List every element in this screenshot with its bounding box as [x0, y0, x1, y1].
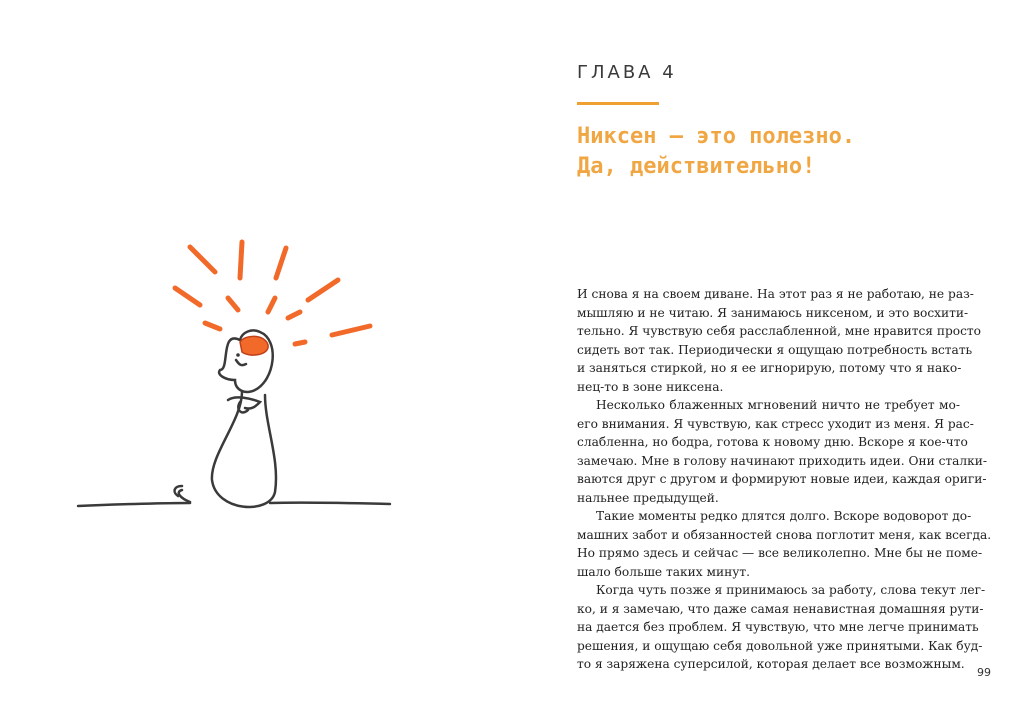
title-line: Да, действительно! [577, 154, 816, 179]
title-line: Никсен – это полезно. [577, 124, 856, 149]
body-line: Но прямо здесь и сейчас — все великолепно. Мне бы не поме- [577, 546, 983, 560]
body-line: нец-то в зоне никсена. [577, 379, 724, 394]
chapter-title [577, 122, 855, 182]
body-line: замечаю. Мне в голову начинают приходить идеи. Они сталки- [577, 453, 988, 468]
body-line: тельно. Я чувствую себя расслабленной, мне нравится просто [577, 324, 982, 338]
body-line: ко, и я замечаю, что даже самая ненавистная домашняя рути- [577, 601, 984, 616]
body-line: сидеть вот так. Периодически я ощущаю потребность встать [577, 342, 973, 357]
body-outline [212, 392, 276, 507]
idea-rays-icon [175, 242, 370, 344]
page-number: 99 [977, 666, 991, 679]
chapter-label: ГЛАВА 4 [577, 62, 677, 83]
eye-icon [236, 353, 240, 357]
hand-outline [228, 397, 260, 412]
brain-icon [240, 336, 268, 355]
body-line: слабленна, но бодра, готова к новому дню. Вскоре я кое-что [577, 435, 968, 449]
body-line: его внимания. Я чувствую, как стресс уходит из меня. Я рас- [577, 416, 974, 431]
body-line: Несколько блаженных мгновений ничто не требует мо- [596, 398, 960, 412]
body-line: и заняться стиркой, но я ее игнорирую, потому что я нако- [577, 361, 962, 375]
chapter-divider [577, 102, 659, 105]
body-line: то я заряжена суперсилой, которая делает все возможным. [577, 657, 965, 671]
body-line: шало больше таких минут. [577, 564, 751, 579]
body-line: решения, и ощущаю себя довольной уже принятыми. Как буд- [577, 638, 983, 653]
body-line: Когда чуть позже я принимаюсь за работу, слова текут лег- [596, 583, 986, 597]
thinking-person-illustration [70, 230, 400, 520]
body-line: мышляю и не читаю. Я занимаюсь никсеном, и это восхити- [577, 305, 969, 320]
body-line: Такие моменты редко длятся долго. Вскоре водоворот до- [596, 509, 972, 523]
body-line: И снова я на своем диване. На этот раз я не работаю, не раз- [577, 287, 974, 301]
body-line: нальнее предыдущей. [577, 490, 719, 505]
body-line: ваются друг с другом и формируют новые идеи, каждая ориги- [577, 472, 987, 486]
body-line: машних забот и обязанностей снова поглотит меня, как всегда. [577, 527, 992, 542]
body-line: на дается без проблем. Я чувствую, что мне легче принимать [577, 620, 979, 634]
